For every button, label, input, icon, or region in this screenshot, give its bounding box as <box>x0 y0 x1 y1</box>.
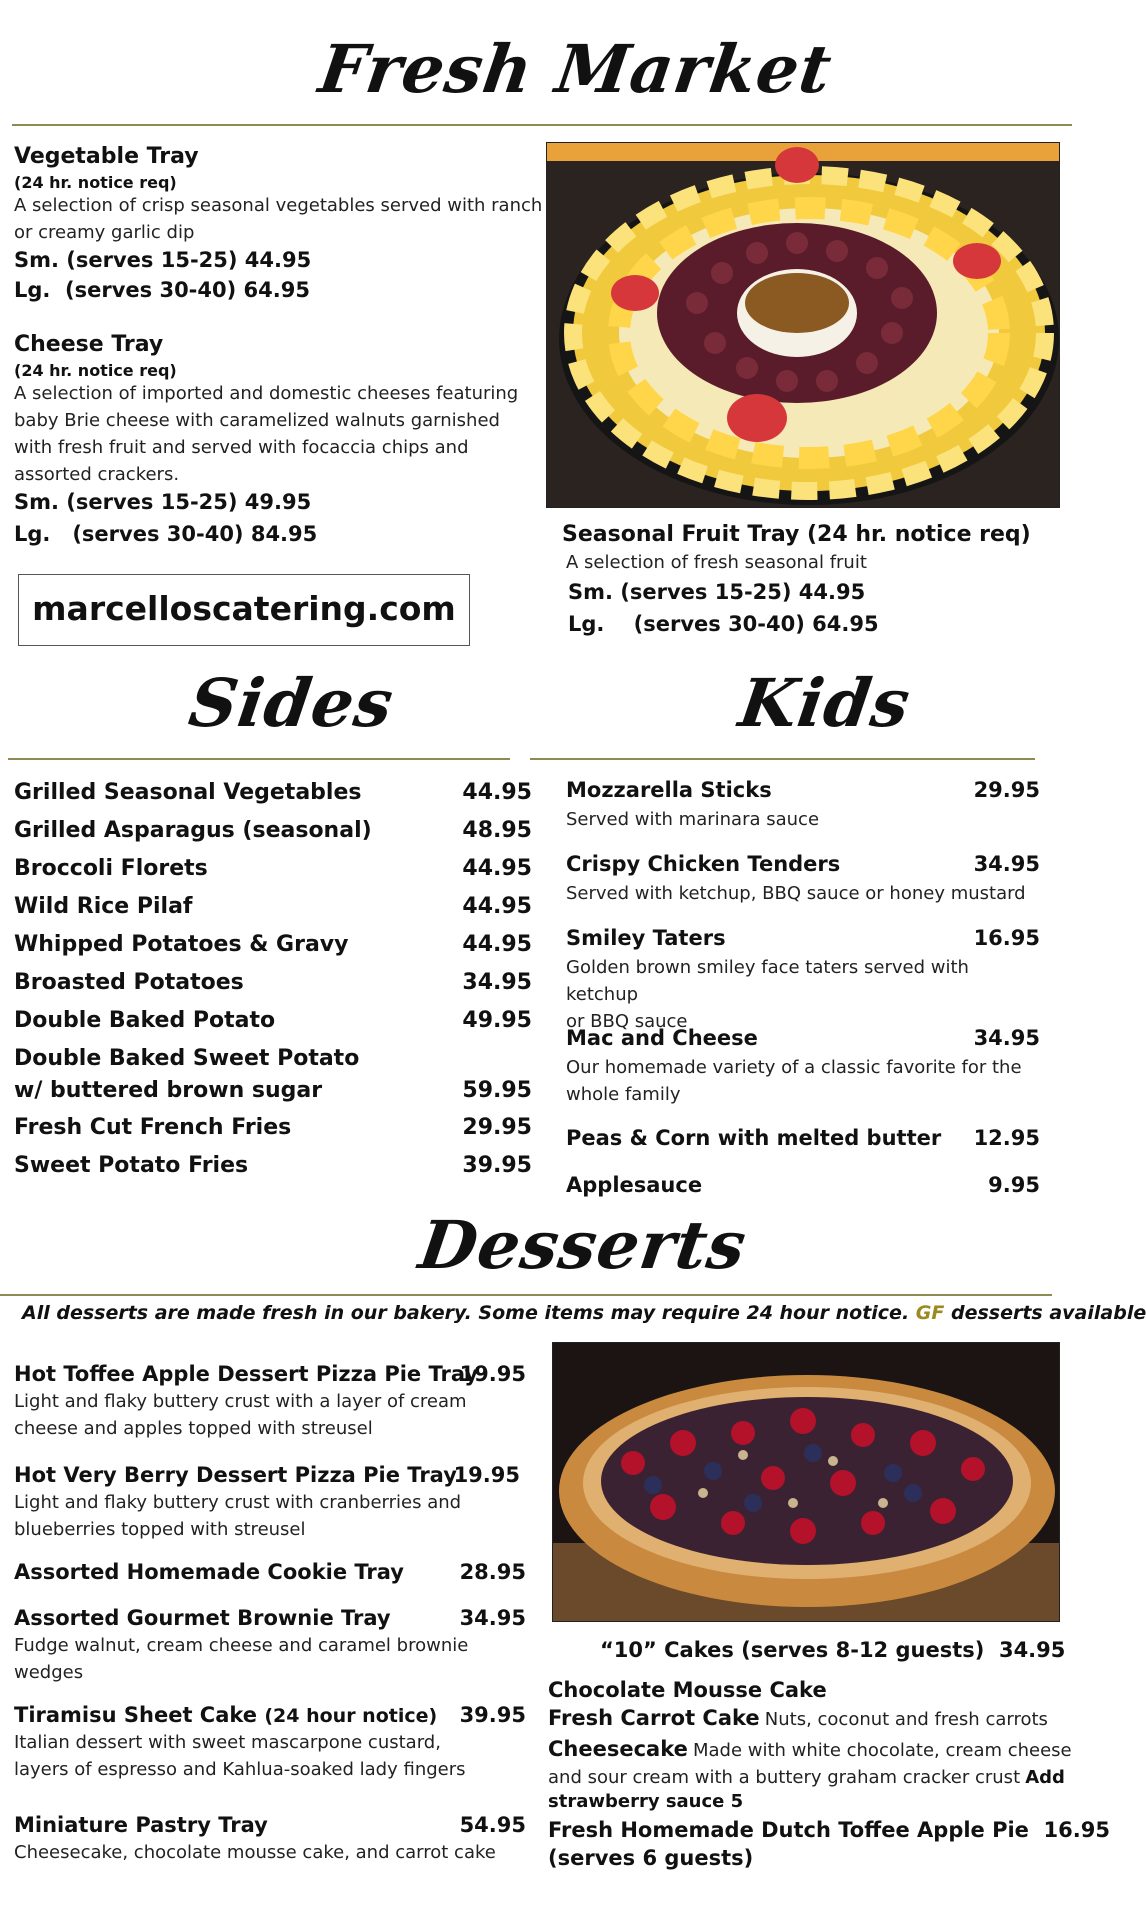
cheese-tray-photo <box>546 142 1060 508</box>
dessert-item-price: 19.95 <box>459 1362 526 1386</box>
side-item <box>14 1078 532 1103</box>
cake-cheesecake-desc-2: and sour cream with a buttery graham cracker crust <box>548 1767 1021 1788</box>
cake-carrot <box>548 1706 1068 1733</box>
dessert-item-name: Hot Very Berry Dessert Pizza Pie Tray <box>14 1463 457 1487</box>
fruit-tray <box>562 522 1082 636</box>
dessert-item-desc: Light and flaky buttery crust with cranberries and <box>14 1492 462 1513</box>
dessert-item-price: 28.95 <box>459 1560 526 1584</box>
cakes-heading: “10” Cakes (serves 8-12 guests) 34.95 <box>600 1638 1066 1662</box>
kids-item-desc: Our homemade variety of a classic favorite for the <box>566 1057 1022 1078</box>
dessert-item-price: 19.95 <box>453 1463 520 1487</box>
kids-item-price: 9.95 <box>988 1173 1040 1197</box>
cheese-tray-name: Cheese Tray <box>14 332 164 357</box>
kids-item <box>566 1026 1040 1108</box>
fruit-tray-large: Lg. (serves 30-40) 64.95 <box>568 612 879 636</box>
side-item <box>14 1046 532 1071</box>
vegetable-tray-notice: (24 hr. notice req) <box>14 173 177 192</box>
dessert-item <box>14 1463 520 1543</box>
side-item-price: 59.95 <box>462 1078 532 1103</box>
kids-item-header <box>566 852 1040 876</box>
cheese-tray <box>14 332 544 546</box>
vegetable-tray-name: Vegetable Tray <box>14 144 199 169</box>
side-item-name: Grilled Seasonal Vegetables <box>14 780 362 805</box>
side-item-price: 34.95 <box>462 970 532 995</box>
kids-item <box>566 1173 1040 1197</box>
kids-item-name: Mozzarella Sticks <box>566 778 772 802</box>
side-item-price: 39.95 <box>462 1153 532 1178</box>
apple-pie: Fresh Homemade Dutch Toffee Apple Pie 16.95 <box>548 1818 1110 1842</box>
cheese-tray-desc-3: with fresh fruit and served with focaccia chips and <box>14 437 469 458</box>
dessert-item-name: Tiramisu Sheet Cake <box>14 1703 258 1727</box>
vegetable-tray-desc-1: A selection of crisp seasonal vegetables served with ranch <box>14 195 543 216</box>
cake-cheesecake-desc: Made with white chocolate, cream cheese <box>692 1740 1072 1761</box>
side-item-price: 29.95 <box>462 1115 532 1140</box>
cake-cheesecake-name: Cheesecake <box>548 1737 688 1761</box>
fresh-market-heading: Fresh Market <box>314 30 837 108</box>
dessert-item-header <box>14 1362 526 1386</box>
dessert-item-price: 34.95 <box>459 1606 526 1630</box>
side-item-price: 44.95 <box>462 856 532 881</box>
dessert-item-name: Miniature Pastry Tray <box>14 1813 268 1837</box>
desserts-note <box>22 1302 1146 1324</box>
dessert-item-header <box>14 1606 526 1630</box>
kids-item-name: Applesauce <box>566 1173 703 1197</box>
desserts-note-text-2: desserts available <box>950 1302 1146 1324</box>
kids-item-price: 29.95 <box>973 778 1040 802</box>
kids-item-header <box>566 1126 1040 1150</box>
side-item-name: Sweet Potato Fries <box>14 1153 249 1178</box>
dessert-item-header <box>14 1703 526 1727</box>
sides-rule <box>8 758 510 760</box>
kids-item-desc: Served with marinara sauce <box>566 809 820 830</box>
dessert-item-price: 54.95 <box>459 1813 526 1837</box>
kids-item <box>566 852 1040 907</box>
side-item <box>14 894 532 919</box>
cakes-list <box>548 1678 1110 1870</box>
kids-item-price: 16.95 <box>973 926 1040 950</box>
dessert-item-desc: Fudge walnut, cream cheese and caramel brownie <box>14 1635 469 1656</box>
kids-item-price: 34.95 <box>973 852 1040 876</box>
dessert-item <box>14 1560 526 1584</box>
kids-item-desc: whole family <box>566 1084 681 1105</box>
dessert-item <box>14 1606 526 1686</box>
dessert-item <box>14 1362 526 1442</box>
fresh-market-rule <box>12 124 1072 126</box>
dessert-item <box>14 1813 526 1866</box>
kids-item-header <box>566 778 1040 802</box>
side-item <box>14 818 532 843</box>
cheese-tray-desc-2: baby Brie cheese with caramelized walnuts garnished <box>14 410 500 431</box>
dessert-item-price: 39.95 <box>459 1703 526 1727</box>
side-item <box>14 970 532 995</box>
side-item <box>14 856 532 881</box>
cheese-tray-small: Sm. (serves 15-25) 49.95 <box>14 490 312 514</box>
kids-item-header <box>566 1026 1040 1050</box>
side-item <box>14 1153 532 1178</box>
dessert-item-desc: cheese and apples topped with streusel <box>14 1418 373 1439</box>
website-box[interactable] <box>18 574 470 646</box>
kids-item-header <box>566 926 1040 950</box>
side-item-price: 49.95 <box>462 1008 532 1033</box>
kids-item <box>566 778 1040 833</box>
kids-item-name: Mac and Cheese <box>566 1026 758 1050</box>
kids-item-price: 34.95 <box>973 1026 1040 1050</box>
side-item-price: 44.95 <box>462 780 532 805</box>
dessert-item-name: Hot Toffee Apple Dessert Pizza Pie Tray <box>14 1362 479 1386</box>
cake-cheesecake <box>548 1737 1072 1764</box>
dessert-item-name: Assorted Homemade Cookie Tray <box>14 1560 404 1584</box>
vegetable-tray-small: Sm. (serves 15-25) 44.95 <box>14 248 312 272</box>
fruit-tray-name: Seasonal Fruit Tray (24 hr. notice req) <box>562 522 1031 547</box>
kids-item <box>566 926 1040 1035</box>
side-item-name-cont: w/ buttered brown sugar <box>14 1078 323 1103</box>
side-item <box>14 1115 532 1140</box>
side-item <box>14 932 532 957</box>
cheese-tray-desc-1: A selection of imported and domestic cheeses featuring <box>14 383 519 404</box>
cheese-tray-notice: (24 hr. notice req) <box>14 361 177 380</box>
dessert-item-note: (24 hour notice) <box>264 1705 438 1727</box>
sides-heading: Sides <box>184 664 399 742</box>
kids-heading: Kids <box>734 664 916 742</box>
vegetable-tray-large: Lg. (serves 30-40) 64.95 <box>14 278 310 302</box>
website-link[interactable]: marcelloscatering.com <box>32 589 456 628</box>
side-item-name: Broccoli Florets <box>14 856 208 881</box>
cake-cheesecake-line2 <box>548 1764 1068 1791</box>
dessert-item-desc: wedges <box>14 1662 84 1683</box>
dessert-item-desc: blueberries topped with streusel <box>14 1519 306 1540</box>
side-item-name: Grilled Asparagus (seasonal) <box>14 818 372 843</box>
berry-pizza-photo <box>552 1342 1060 1622</box>
side-item <box>14 780 532 805</box>
kids-item-desc: or BBQ sauce <box>566 1011 688 1032</box>
side-item-name: Whipped Potatoes & Gravy <box>14 932 349 957</box>
kids-item-name: Crispy Chicken Tenders <box>566 852 841 876</box>
cake-cheesecake-add: Add <box>1025 1767 1065 1788</box>
side-item-name: Double Baked Sweet Potato <box>14 1046 360 1071</box>
dessert-item-desc: Cheesecake, chocolate mousse cake, and carrot cake <box>14 1842 496 1863</box>
desserts-rule <box>0 1294 1052 1296</box>
side-item-name: Fresh Cut French Fries <box>14 1115 292 1140</box>
dessert-item-desc: layers of espresso and Kahlua-soaked lady fingers <box>14 1759 466 1780</box>
fruit-tray-small: Sm. (serves 15-25) 44.95 <box>568 580 866 604</box>
cake-carrot-name: Fresh Carrot Cake <box>548 1706 760 1730</box>
fruit-tray-desc: A selection of fresh seasonal fruit <box>566 552 867 573</box>
dessert-item-desc: Light and flaky buttery crust with a layer of cream <box>14 1391 467 1412</box>
dessert-item-name: Assorted Gourmet Brownie Tray <box>14 1606 391 1630</box>
kids-item-name: Peas & Corn with melted butter <box>566 1126 942 1150</box>
cake-cheesecake-add-2: strawberry sauce 5 <box>548 1791 744 1812</box>
kids-item-header <box>566 1173 1040 1197</box>
side-item-price: 44.95 <box>462 932 532 957</box>
gf-badge: GF <box>915 1302 945 1324</box>
kids-item-desc: Served with ketchup, BBQ sauce or honey mustard <box>566 883 1026 904</box>
vegetable-tray-desc-2: or creamy garlic dip <box>14 222 195 243</box>
kids-rule <box>530 758 1035 760</box>
apple-pie-serves: (serves 6 guests) <box>548 1846 754 1870</box>
dessert-item-desc: Italian dessert with sweet mascarpone custard, <box>14 1732 441 1753</box>
side-item-price: 48.95 <box>462 818 532 843</box>
desserts-heading: Desserts <box>414 1206 752 1284</box>
cheese-tray-large: Lg. (serves 30-40) 84.95 <box>14 522 318 546</box>
cake-carrot-desc: Nuts, coconut and fresh carrots <box>764 1709 1048 1730</box>
kids-item-desc: Golden brown smiley face taters served with ketchup <box>566 957 969 1005</box>
dessert-item-header <box>14 1813 526 1837</box>
kids-item-price: 12.95 <box>973 1126 1040 1150</box>
kids-item <box>566 1126 1040 1150</box>
cheese-tray-desc-4: assorted crackers. <box>14 464 180 485</box>
side-item-name: Broasted Potatoes <box>14 970 244 995</box>
side-item-name: Double Baked Potato <box>14 1008 276 1033</box>
side-item-name: Wild Rice Pilaf <box>14 894 193 919</box>
desserts-note-text: All desserts are made fresh in our bakery. Some items may require 24 hour notice. <box>22 1302 910 1324</box>
vegetable-tray <box>14 144 544 302</box>
side-item-price: 44.95 <box>462 894 532 919</box>
cake-chocolate: Chocolate Mousse Cake <box>548 1678 827 1702</box>
kids-item-name: Smiley Taters <box>566 926 726 950</box>
dessert-item-header <box>14 1560 526 1584</box>
dessert-item <box>14 1703 526 1783</box>
dessert-item-header <box>14 1463 520 1487</box>
side-item <box>14 1008 532 1033</box>
